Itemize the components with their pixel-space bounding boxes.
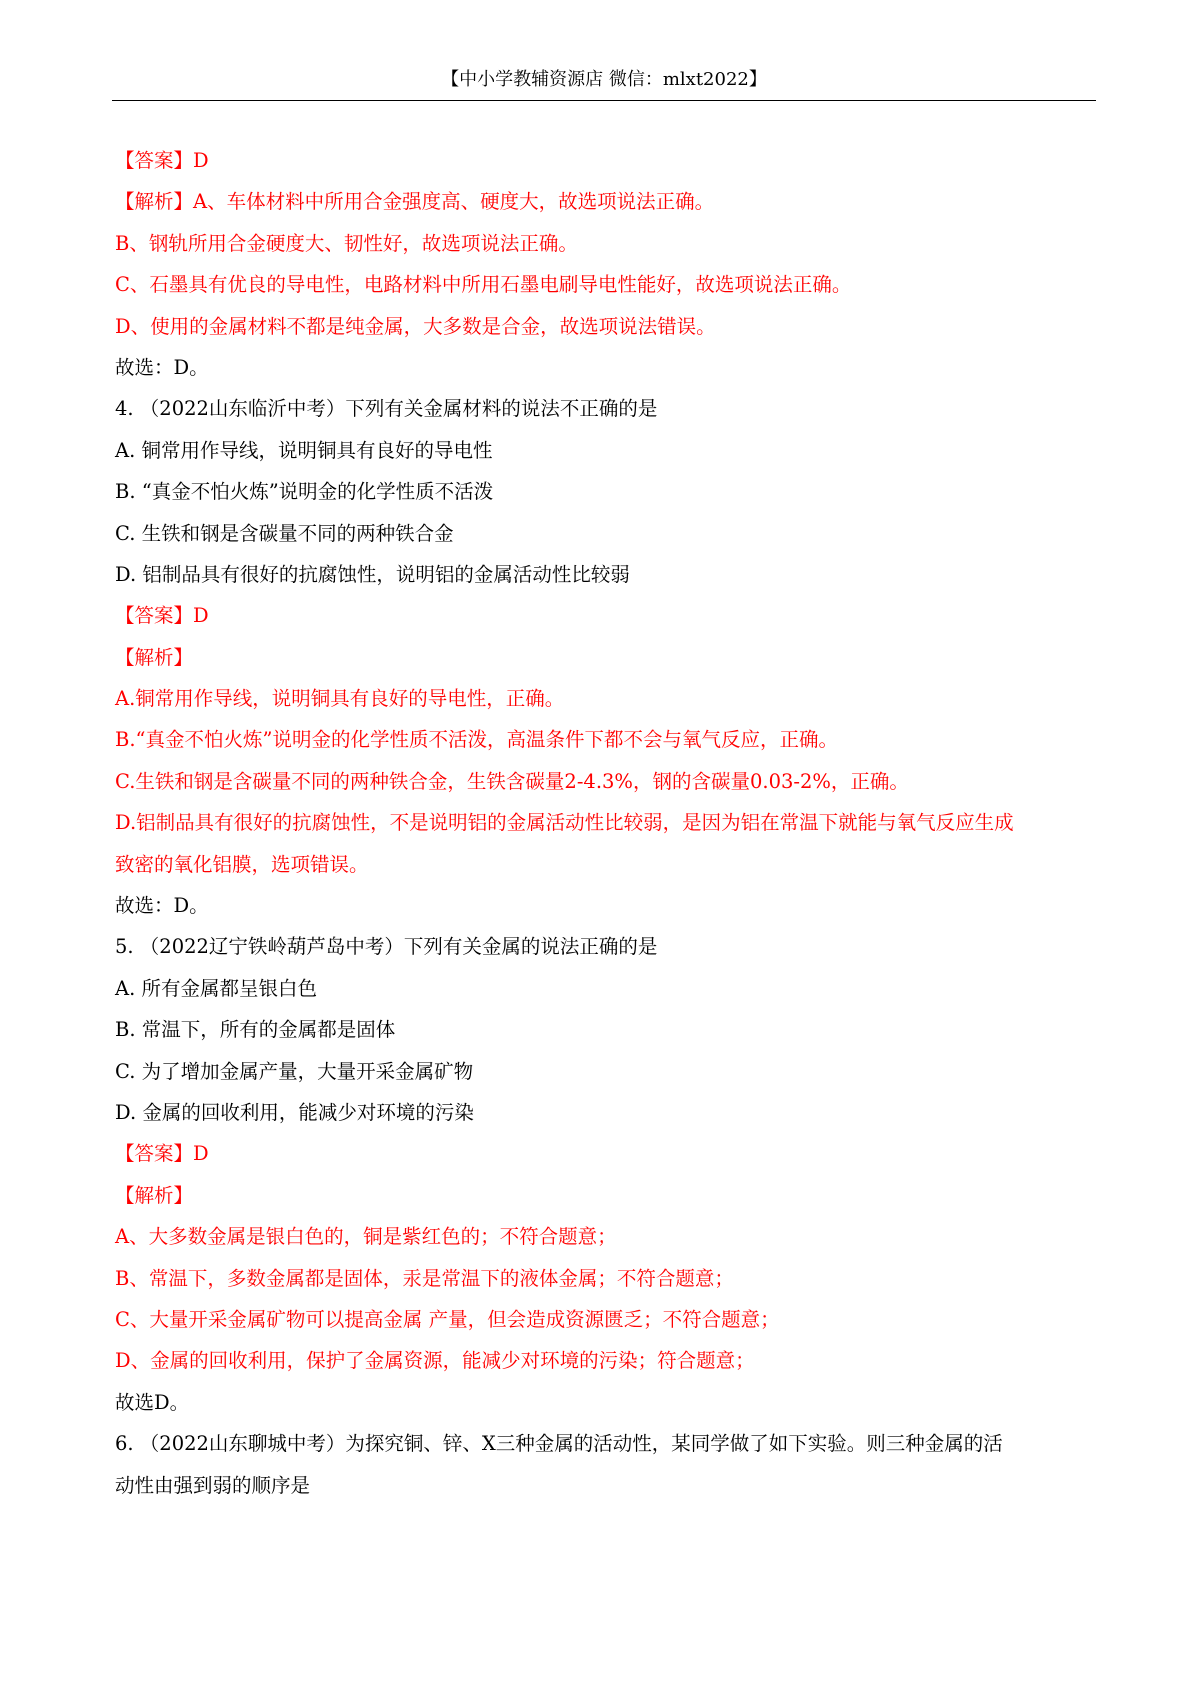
text-line: B.“真金不怕火炼”说明金的化学性质不活泼，高温条件下都不会与氧气反应，正确。 [115,728,838,752]
text-line: 故选：D。 [115,894,209,918]
text-line: A.铜常用作导线，说明铜具有良好的导电性，正确。 [115,687,565,711]
text-line: 致密的氧化铝膜，选项错误。 [115,852,369,876]
text-line: 故选D。 [115,1390,190,1414]
page-header: 【中小学教辅资源店 微信：mlxt2022】 [112,60,1096,101]
text-line: 5. （2022辽宁铁岭葫芦岛中考）下列有关金属的说法正确的是 [115,935,658,959]
text-line: A、大多数金属是银白色的，铜是紫红色的；不符合题意； [115,1225,617,1249]
text-line: 动性由强到弱的顺序是 [115,1473,311,1497]
text-line: 故选：D。 [115,355,209,379]
text-line: 4. （2022山东临沂中考）下列有关金属材料的说法不正确的是 [115,397,658,421]
text-line: 【解析】A、车体材料中所用合金强度高、硬度大，故选项说法正确。 [115,190,715,214]
text-line: B. “真金不怕火炼”说明金的化学性质不活泼 [115,480,494,504]
text-line: 【解析】 [115,645,194,669]
text-line: 6. （2022山东聊城中考）为探究铜、锌、X三种金属的活动性，某同学做了如下实验。则三种金属的活 [115,1432,1003,1456]
text-line: D、使用的金属材料不都是纯金属，大多数是合金，故选项说法错误。 [115,314,716,338]
document-body [115,140,1100,1506]
text-line: C.生铁和钢是含碳量不同的两种铁合金，生铁含碳量2-4.3%，钢的含碳量0.03-2%，正确。 [115,769,909,793]
text-line: 【答案】D [115,604,209,628]
text-line: 【答案】D [115,1142,209,1166]
text-line: A. 铜常用作导线，说明铜具有良好的导电性 [115,438,493,462]
text-line: B、常温下，多数金属都是固体，汞是常温下的液体金属；不符合题意； [115,1266,734,1290]
text-line: 【解析】 [115,1183,194,1207]
text-line: D. 铝制品具有很好的抗腐蚀性，说明铝的金属活动性比较弱 [115,562,630,586]
text-line: C、大量开采金属矿物可以提高金属 产量，但会造成资源匮乏；不符合题意； [115,1307,780,1331]
text-line: C. 为了增加金属产量，大量开采金属矿物 [115,1059,474,1083]
text-line: C. 生铁和钢是含碳量不同的两种铁合金 [115,521,454,545]
text-line: C、石墨具有优良的导电性，电路材料中所用石墨电刷导电性能好，故选项说法正确。 [115,273,852,297]
text-line: A. 所有金属都呈银白色 [115,976,317,1000]
text-line: 【答案】D [115,149,209,172]
text-line: B. 常温下，所有的金属都是固体 [115,1018,396,1042]
text-line: D、金属的回收利用，保护了金属资源，能减少对环境的污染；符合题意； [115,1349,755,1373]
text-line: D. 金属的回收利用，能减少对环境的污染 [115,1100,474,1124]
text-line: B、钢轨所用合金硬度大、韧性好，故选项说法正确。 [115,231,578,255]
text-line: D.铝制品具有很好的抗腐蚀性，不是说明铝的金属活动性比较弱，是因为铝在常温下就能与氧气反应生成 [115,811,1014,835]
